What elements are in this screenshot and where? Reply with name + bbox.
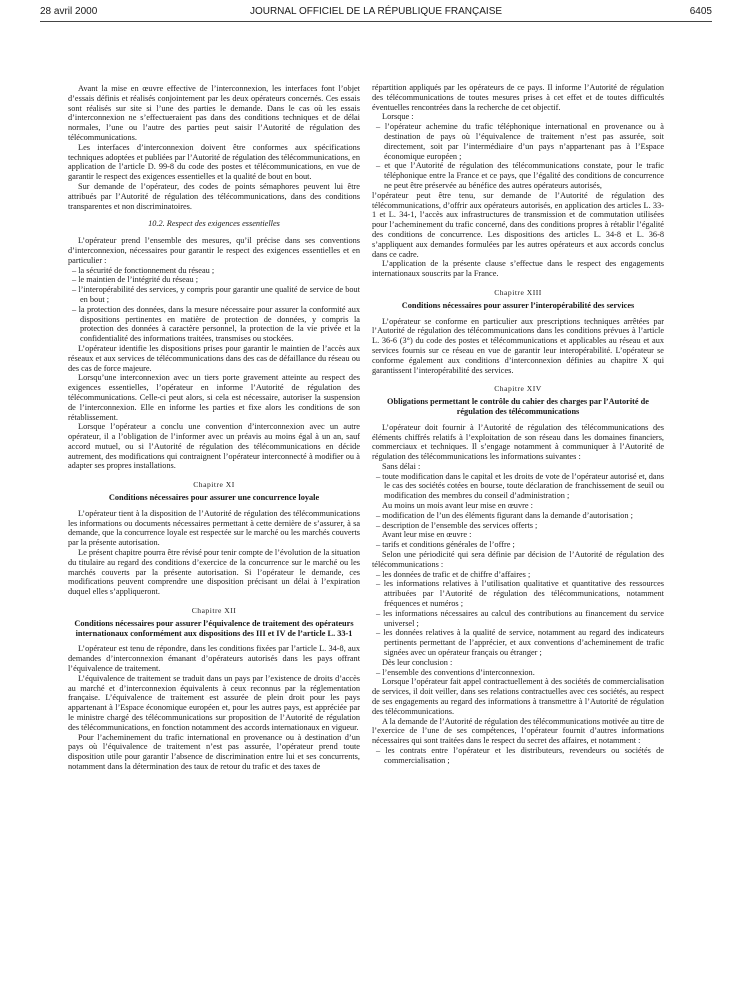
paragraph: Avant leur mise en œuvre : — [382, 530, 472, 540]
paragraph: Lorsqu’une interconnexion avec un tiers porte gravement atteinte au respect des exigences essentielles, l’opérateur en informe l’Autorité de régulation des télécommunications. Celle-ci peut alors, si cela est nécessaire, autoriser la suspension de l’interconnexion. Elle en informe les parties et fixe alors les conditions de son rétablissement. — [68, 373, 360, 422]
list-item: – les contrats entre l’opérateur et les distributeurs, revendeurs ou sociétés de commercialisation ; — [372, 746, 664, 766]
bullet-list — [372, 472, 664, 501]
paragraph: L’opérateur est tenu de répondre, dans les conditions fixées par l’article L. 34-8, aux demandes d’interconnexion émanant d’opérateurs autorisés dans les pays offrant l’équivalence de traitement. — [68, 644, 360, 674]
list-item: – les informations relatives à l’utilisation qualitative et quantitative des ressources attribuées par l’Autorité de régulation des télécommunications, notamment fréquences et numéros ; — [372, 579, 664, 608]
chapter-title: Obligations permettant le contrôle du cahier des charges par l’Autorité de régulation des télécommunications — [387, 397, 649, 416]
paragraph: L’opérateur identifie les dispositions prises pour garantir le maintien de l’accès aux réseaux et aux services de télécommunications dans des cas de défaillance du réseau ou des cas de force majeure. — [68, 343, 360, 373]
paragraph: répartition appliqués par les opérateurs de ce pays. Il informe l’Autorité de régulation des télécommunications de toutes mesures prises à cet effet et de toutes difficultés éventuelles rencontrées dans la recherche de cet objectif. — [372, 83, 664, 112]
bullet-list — [372, 746, 664, 766]
paragraph: Sur demande de l’opérateur, des codes de points sémaphores peuvent lui être attribués par l’Autorité de régulation des télécommunications, dans des conditions transparentes et non discriminatoires. — [68, 181, 360, 211]
bullet-list — [372, 540, 664, 550]
chapter-label: Chapitre XIII — [494, 287, 542, 297]
list-item: – tarifs et conditions générales de l’offre ; — [372, 540, 664, 550]
paragraph: Pour l’acheminement du trafic international en provenance ou à destination d’un pays où l’équivalence de traitement n’est pas assurée, l’opérateur prend toute disposition utile pour garantir l’absence de discrimination entre lui et ses concurrents, notamment dans la détermination des taux de retour du trafic et des taxes de — [68, 732, 360, 771]
bullet-list — [372, 511, 664, 531]
list-item: – modification de l’un des éléments figurant dans la demande d’autorisation ; — [372, 511, 664, 521]
chapter-title: Conditions nécessaires pour assurer l’interopérabilité des services — [401, 300, 635, 310]
page-number: 6405 — [689, 6, 712, 17]
list-item: – la protection des données, dans la mesure nécessaire pour assurer la conformité aux dispositions pertinentes en matière de protection de données, y compris la protection des données à caractère personnel, la protection de la vie privée et la confidentialité des informations traitées, transmises ou stockées. — [68, 305, 360, 344]
bullet-list — [68, 266, 360, 344]
paragraph: L’opérateur se conforme en particulier aux prescriptions techniques arrêtées par l’Autorité de régulation des télécommunications dans les conditions prévues à l’article L. 36-6 (3°) du code des postes et télécommunications et applicables au réseau et aux services fournis sur ce réseau en vue de garantir leur interopérabilité. L’opérateur se conforme également aux conditions d’interconnexion définies au chapitre X qui garantissent l’interopérabilité des services. — [372, 316, 664, 375]
paragraph: L’opérateur prend l’ensemble des mesures, qu’il précise dans ses conventions d’interconnexion, nécessaires pour garantir le respect des exigences essentielles et en particulier : — [68, 236, 360, 265]
chapter-label: Chapitre XIV — [494, 384, 542, 394]
chapter-label: Chapitre XI — [193, 480, 235, 490]
list-item: – l’interopérabilité des services, y compris pour garantir une qualité de service de bout en bout ; — [68, 285, 360, 305]
paragraph: L’opérateur doit fournir à l’Autorité de régulation des télécommunications des éléments chiffrés relatifs à l’exploitation de son réseau dans les domaines financiers, commerciaux et techniques. Il s’engage notamment à communiquer à l’Autorité de régulation des télécommunications les informations suivantes : — [372, 422, 664, 462]
issue-date: 28 avril 2000 — [40, 6, 98, 17]
paragraph: L’application de la présente clause s’effectue dans le respect des engagements internationaux souscrits par la France. — [372, 259, 664, 279]
header-rule — [40, 21, 712, 22]
paragraph: Au moins un mois avant leur mise en œuvre : — [382, 501, 533, 511]
list-item: – description de l’ensemble des services offerts ; — [372, 521, 664, 531]
chapter-label: Chapitre XII — [191, 606, 237, 616]
paragraph: Avant la mise en œuvre effective de l’interconnexion, les interfaces font l’objet d’essais définis et réalisés conjointement par les deux opérateurs concernés. Ces essais sont réalisés sur site si l’une des parties le demande. Dans le cas où les essais d’interconnexion ne s’effectueraient pas dans des conditions techniques et de délai normales, l’une ou l’autre des parties peut saisir l’Autorité de régulation des télécommunications. — [68, 84, 360, 142]
list-item: – les données de trafic et de chiffre d’affaires ; — [372, 570, 664, 580]
right-column — [372, 83, 664, 766]
paragraph: Selon une périodicité qui sera définie par décision de l’Autorité de régulation des télécommunications : — [372, 550, 664, 569]
bullet-list — [372, 570, 664, 658]
paragraph: L’opérateur tient à la disposition de l’Autorité de régulation des télécommunications les informations ou documents nécessaires permettant à cette dernière de s’assurer, à sa demande, que la concurrence loyale est respectée sur le marché ou les marchés couverts par la présente autorisation. — [68, 508, 360, 548]
bullet-list — [372, 668, 664, 678]
paragraph: Lorsque l’opérateur fait appel contractuellement à des sociétés de commercialisation de services, il doit veiller, dans ses relations contractuelles avec ces sociétés, au respect de ses engagements au regard des informations à transmettre à l’Autorité de régulation des télécommunications. — [372, 677, 664, 716]
list-item: – les informations nécessaires au calcul des contributions au financement du service universel ; — [372, 609, 664, 629]
list-item: – le maintien de l’intégrité du réseau ; — [68, 275, 360, 285]
paragraph: A la demande de l’Autorité de régulation des télécommunications motivée au titre de l’exercice de l’une de ses compétences, l’opérateur fournit d’autres informations nécessaires qui sont traitées dans le respect du secret des affaires, et notamment : — [372, 716, 665, 746]
list-item: – l’opérateur achemine du trafic téléphonique international en provenance ou à destination de pays où l’équivalence de traitement n’est pas assurée, soit directement, soit par l’intermédiaire d’un pays n’appartenant pas à l’Espace économique européen ; — [372, 122, 664, 161]
paragraph: L’équivalence de traitement se traduit dans un pays par l’existence de droits d’accès au marché et d’interconnexion équivalents à ceux reconnus par la réglementation française. L’équivalence de traitement est assurée de plein droit pour les pays appartenant à l’Espace économique européen et, pour les autres pays, est appréciée par le ministre chargé des télécommunications sur proposition de l’Autorité de régulation des télécommunications, en fonction notamment des accords internationaux en vigueur. — [68, 673, 360, 732]
list-item: – la sécurité de fonctionnement du réseau ; — [68, 266, 360, 276]
paragraph: Le présent chapitre pourra être révisé pour tenir compte de l’évolution de la situation du titulaire au regard des conditions d’exercice de la concurrence sur le marché ou les marchés couverts par la présente autorisation. Si l’opérateur le demande, ces modifications peuvent comprendre une disposition précisant un délai à l’expiration duquel elles s’appliqueront. — [68, 548, 360, 597]
chapter-title: Conditions nécessaires pour assurer l’équivalence de traitement des opérateurs internationaux conformément aux dispositions des III et IV de l’article L. 33-1 — [74, 618, 354, 638]
paragraph: Les interfaces d’interconnexion doivent être conformes aux spécifications techniques adoptées et publiées par l’Autorité de régulation des télécommunications, en application de l’article D. 99-8 du code des postes et télécommunications, en vue de garantir le respect des exigences essentielles et la qualité de bout en bout. — [68, 142, 360, 182]
chapter-title: Conditions nécessaires pour assurer une concurrence loyale — [108, 493, 320, 503]
section-heading: 10.2. Respect des exigences essentielles — [148, 219, 280, 229]
page-header — [40, 6, 712, 20]
list-item: – et que l’Autorité de régulation des télécommunications constate, pour le trafic téléphonique entre la France et ce pays, que l’égalité des conditions de concurrence ne peut être préservée au bénéfice des autres opérateurs autorisés, — [372, 161, 664, 190]
list-item: – l’ensemble des conventions d’interconnexion. — [372, 668, 664, 678]
list-item: – les données relatives à la qualité de service, notamment au regard des indicateurs pertinents permettant de l’apprécier, et aux conventions d’acheminement de trafic signées avec un opérateur français ou étranger ; — [372, 628, 664, 657]
paragraph: Dès leur conclusion : — [382, 657, 453, 667]
list-item: – toute modification dans le capital et les droits de vote de l’opérateur autorisé et, dans le cas des sociétés cotées en bourse, toute déclaration de franchissement de seuil ou modification des membres du conseil d’administration ; — [372, 472, 664, 501]
paragraph: Sans délai : — [382, 461, 421, 471]
left-column — [68, 84, 360, 772]
bullet-list — [372, 122, 664, 191]
journal-title: JOURNAL OFFICIEL DE LA RÉPUBLIQUE FRANÇAISE — [249, 6, 503, 17]
paragraph: Lorsque : — [382, 112, 414, 122]
paragraph: Lorsque l’opérateur a conclu une convention d’interconnexion avec un autre opérateur, il a l’obligation de l’informer avec un préavis au moins égal à un an, sauf accord mutuel, ou si l’Autorité de régulation des télécommunications en décide autrement, des modifications qui contraignent l’opérateur interconnecté à modifier ou à adapter ses propres installations. — [68, 422, 360, 471]
paragraph: l’opérateur peut être tenu, sur demande de l’Autorité de régulation des télécommunications, d’offrir aux opérateurs autorisés, en application des articles L. 33-1 et L. 34-1, l’accès aux infrastructures de transmission et de commutation utilisées pour l’acheminement du trafic concerné, dans des conditions propres à rétablir l’égalité des conditions de concurrence. Les dispositions des articles L. 34-8 et L. 36-8 s’appliquent aux demandes formulées par les autres opérateurs et aux accords conclus dans ce cadre. — [372, 190, 664, 259]
